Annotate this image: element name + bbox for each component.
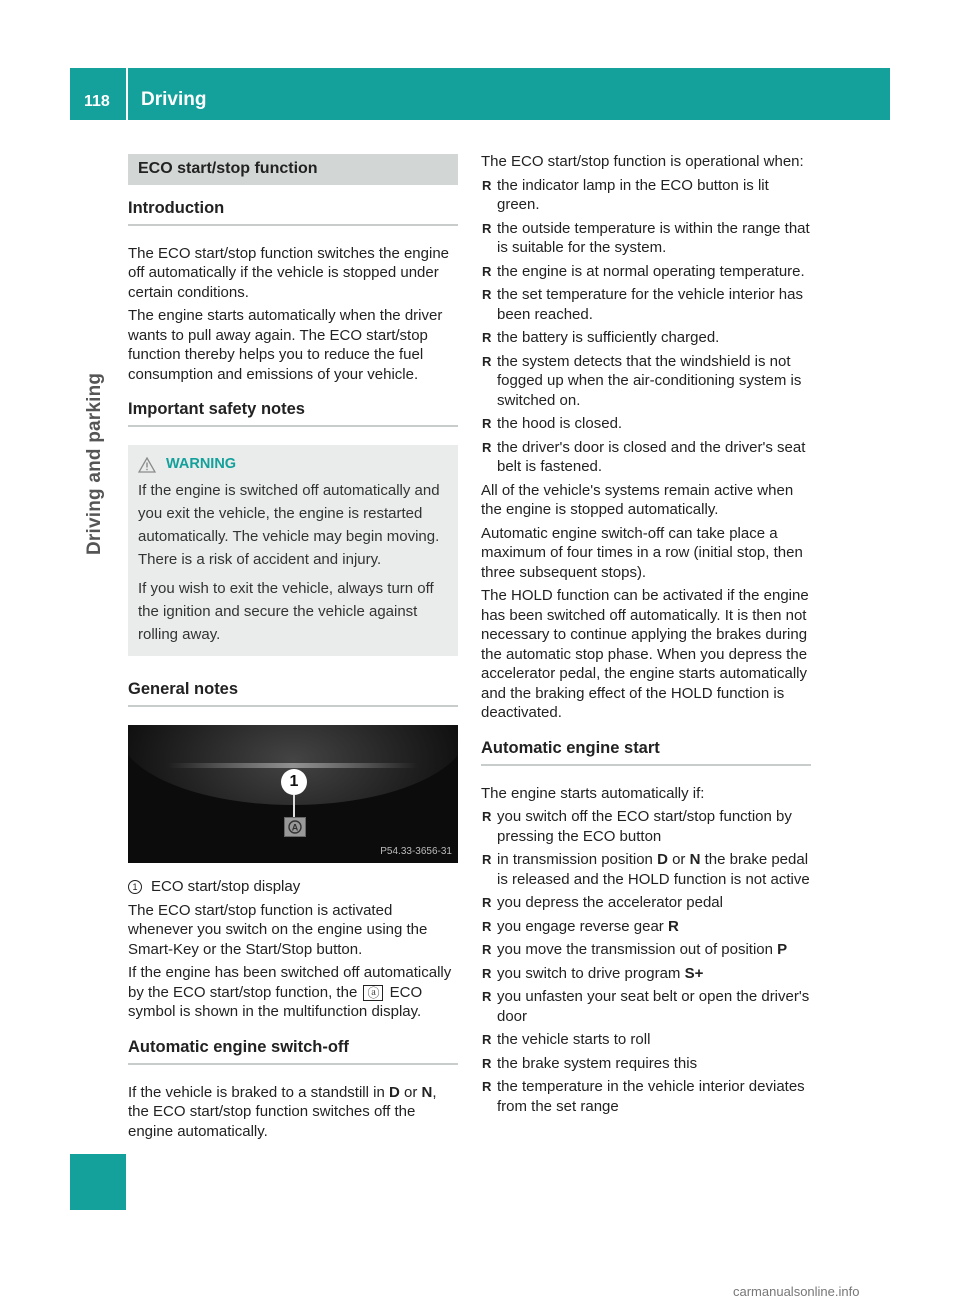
right-column xyxy=(481,152,811,1120)
gear-p: P xyxy=(777,941,788,958)
warning-triangle-icon xyxy=(138,457,156,473)
bullet: R xyxy=(482,1055,492,1071)
list-item-text: or xyxy=(672,851,686,868)
list-item xyxy=(481,940,811,960)
figure-legend xyxy=(128,877,458,897)
list-item xyxy=(481,176,811,215)
list-item xyxy=(481,1030,811,1050)
operational-intro: The ECO start/stop function is operational when: xyxy=(481,153,804,170)
bullet: R xyxy=(482,809,492,824)
general-p2-after: ECO symbol is shown in the multifunction display. xyxy=(128,983,423,1020)
list-item xyxy=(481,1054,811,1074)
figure-light-band xyxy=(168,763,418,768)
list-item-text: you engage reverse gear xyxy=(497,917,664,935)
list-item xyxy=(481,328,811,348)
watermark: carmanualsonline.info xyxy=(733,1284,860,1299)
warning-title xyxy=(138,453,448,476)
list-item-text: you switch to drive program xyxy=(497,964,681,982)
list-item-text: the temperature in the vehicle interior deviates from the set range xyxy=(497,1078,805,1115)
list-item-text: you move the transmission out of position xyxy=(497,941,773,958)
gear-d: D xyxy=(388,1083,400,1101)
legend-text: ECO start/stop display xyxy=(151,878,301,895)
bullet: R xyxy=(482,895,492,910)
bullet: R xyxy=(482,852,492,867)
bullet: R xyxy=(482,989,492,1004)
heading-introduction: Introduction xyxy=(128,197,458,226)
list-item-text: you depress the accelerator pedal xyxy=(497,894,723,911)
bullet: R xyxy=(482,1032,492,1047)
list-item xyxy=(481,850,811,889)
heading-engine-start: Automatic engine start xyxy=(481,737,811,766)
bullet: R xyxy=(482,942,492,957)
bullet: R xyxy=(482,416,492,431)
gear-r: R xyxy=(667,917,679,935)
warning-title-text: WARNING xyxy=(166,456,237,472)
bullet: R xyxy=(482,330,492,345)
list-item xyxy=(481,917,811,937)
side-section-label-text: Driving and parking xyxy=(84,372,105,555)
warning-paragraph-1: If the engine is switched off automatically and you exit the vehicle, the engine is restarted automatically. The vehicle may begin moving. There is a risk of accident and injury. xyxy=(138,482,440,568)
figure-callout-1: 1 xyxy=(281,769,307,795)
switch-off-or: or xyxy=(404,1083,418,1101)
general-p2-before: If the engine has been switched off automatically by the ECO start/stop function, the xyxy=(128,964,452,1001)
list-item xyxy=(481,352,811,411)
list-item-text: the driver's door is closed and the driver's seat belt is fastened. xyxy=(497,438,806,475)
warning-paragraph-2: If you wish to exit the vehicle, always turn off the ignition and secure the vehicle against rolling away. xyxy=(138,580,434,643)
gear-d: D xyxy=(657,851,668,868)
switch-off-paragraph xyxy=(128,1083,458,1142)
section-title: ECO start/stop function xyxy=(128,154,458,185)
maximum-paragraph: Automatic engine switch-off can take place a maximum of four times in a row (initial stop, then three subsequent stops). xyxy=(481,524,803,581)
side-section-label xyxy=(84,372,125,595)
side-tab-marker xyxy=(70,1154,126,1210)
list-item-text: the vehicle starts to roll xyxy=(497,1031,651,1048)
list-item-text: the brake pedal is released and the HOLD function is not active xyxy=(497,851,810,888)
hold-paragraph: The HOLD function can be activated if the engine has been switched off automatically. It is then not necessary to continue applying the brakes during the automatic stop phase. When you depress the accelerator pedal, the engine starts automatically and the braking effect of the HOLD function is deactivated. xyxy=(481,587,809,721)
list-item-text: you unfasten your seat belt or open the driver's door xyxy=(497,988,810,1025)
eco-symbol-icon xyxy=(284,817,306,837)
drive-program-s-plus: S+ xyxy=(684,964,704,982)
bullet: R xyxy=(482,439,492,455)
list-item-text: the indicator lamp in the ECO button is lit green. xyxy=(497,176,769,213)
list-item xyxy=(481,1077,811,1116)
legend-marker: 1 xyxy=(128,880,142,894)
intro-paragraph-2: The engine starts automatically when the driver wants to pull away again. The ECO start/stop function thereby helps you to reduce the fuel consumption and emissions of your vehicle. xyxy=(128,307,443,383)
start-intro: The engine starts automatically if: xyxy=(481,784,705,802)
start-list xyxy=(481,807,811,1116)
left-column xyxy=(128,150,458,1145)
eco-display-figure xyxy=(128,725,458,863)
bullet: R xyxy=(482,263,492,279)
list-item-text: you switch off the ECO start/stop function by pressing the ECO button xyxy=(497,808,792,845)
general-paragraph-1: The ECO start/stop function is activated whenever you switch on the engine using the Smart-Key or the Start/Stop button. xyxy=(128,901,428,958)
list-item-text: the set temperature for the vehicle interior has been reached. xyxy=(497,286,803,323)
list-item-text: the engine is at normal operating temperature. xyxy=(497,262,805,280)
bullet: R xyxy=(482,177,492,193)
gear-n: N xyxy=(689,851,701,868)
figure-reference: P54.33-3656-31 xyxy=(380,846,452,857)
list-item-text: the battery is sufficiently charged. xyxy=(497,329,720,346)
list-item xyxy=(481,285,811,324)
chapter-title: Driving xyxy=(141,89,207,110)
bullet: R xyxy=(482,220,492,236)
bullet: R xyxy=(482,918,492,934)
list-item xyxy=(481,262,811,282)
bullet: R xyxy=(482,353,492,369)
list-item-text: the outside temperature is within the range that is suitable for the system. xyxy=(497,219,810,256)
list-item xyxy=(481,807,811,846)
eco-arrow-circle-icon xyxy=(285,818,305,836)
list-item xyxy=(481,987,811,1026)
operational-list xyxy=(481,176,811,477)
heading-engine-switch-off: Automatic engine switch-off xyxy=(128,1036,458,1065)
list-item xyxy=(481,964,811,984)
bullet: R xyxy=(482,965,492,981)
eco-symbol-letter: A xyxy=(291,822,299,833)
gear-n: N xyxy=(421,1083,433,1101)
eco-inline-symbol-icon: ⓐ xyxy=(363,985,383,1001)
general-paragraph-2 xyxy=(128,963,458,1022)
heading-safety-notes: Important safety notes xyxy=(128,398,458,427)
page-number: 118 xyxy=(84,93,110,110)
intro-paragraph-1: The ECO start/stop function switches the engine off automatically if the vehicle is stopped under certain conditions. xyxy=(128,244,449,301)
header-divider xyxy=(126,68,128,120)
heading-general-notes: General notes xyxy=(128,678,458,707)
switch-off-text-b: , the ECO start/stop function switches off the engine automatically. xyxy=(128,1083,437,1140)
warning-box xyxy=(128,445,458,656)
switch-off-text-a: If the vehicle is braked to a standstill in xyxy=(128,1083,385,1101)
list-item-text: the brake system requires this xyxy=(497,1054,698,1072)
list-item xyxy=(481,414,811,434)
bullet: R xyxy=(482,287,492,302)
list-item xyxy=(481,219,811,258)
list-item xyxy=(481,438,811,477)
list-item-text: the system detects that the windshield is not fogged up when the air-conditioning system is switched on. xyxy=(497,352,802,409)
list-item xyxy=(481,893,811,913)
bullet: R xyxy=(482,1079,492,1094)
systems-paragraph: All of the vehicle's systems remain active when the engine is stopped automatically. xyxy=(481,481,794,518)
figure-callout-line xyxy=(293,795,295,817)
list-item-text: in transmission position xyxy=(497,851,653,868)
list-item-text: the hood is closed. xyxy=(497,415,623,432)
